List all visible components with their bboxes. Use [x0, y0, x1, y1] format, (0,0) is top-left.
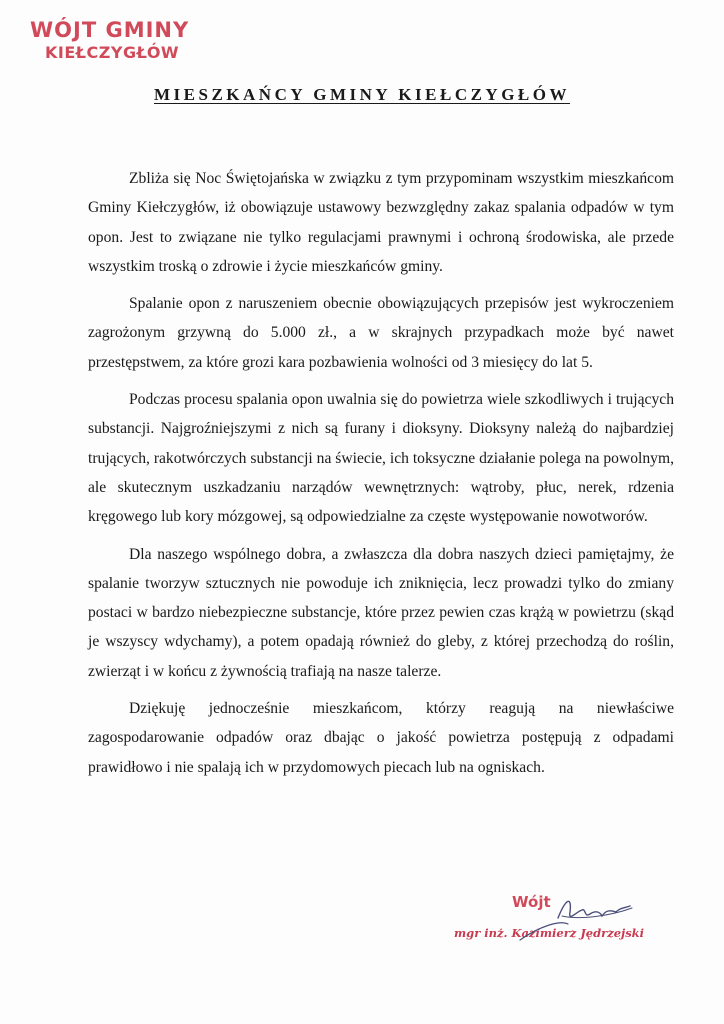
- signature-block: [450, 890, 650, 950]
- document-title: MIESZKAŃCY GMINY KIEŁCZYGŁÓW: [154, 85, 570, 104]
- signature-stamp-name: mgr inż. Kazimierz Jędrzejski: [454, 926, 645, 940]
- document-body: [88, 164, 674, 790]
- paragraph-1: Zbliża się Noc Świętojańska w związku z tym przypominam wszystkim mieszkańcom Gminy Kiełczygłów, iż obowiązuje ustawowy bezwzględny zakaz spalania odpadów w tym opon. Jest to związane nie tylko regulacjami prawnymi i ochroną środowiska, ale przede wszystkim troską o zdrowie i życie mieszkańców gminy.: [88, 170, 674, 275]
- paragraph-4: Dla naszego wspólnego dobra, a zwłaszcza dla dobra naszych dzieci pamiętajmy, że spalanie tworzyw sztucznych nie powoduje ich zniknięcia, lecz prowadzi tylko do zmiany postaci w bardzo niebezpieczne substancje, które przez pewien czas krążą w powietrzu (skąd je wszyscy wdychamy), a potem opadają również do gleby, z której przechodzą do roślin, zwierząt i w końcu z żywnością trafiają na nasze talerze.: [88, 545, 674, 680]
- paragraph-5: Dziękuję jednocześnie mieszkańcom, którzy reagują na niewłaściwe zagospodarowanie odpadów oraz dbając o jakość powietrza postępują z odpadami prawidłowo i nie spalają ich w przydomowych piecach lub na ogniskach.: [88, 700, 674, 776]
- stamp-line-1: WÓJT GMINY: [30, 18, 190, 42]
- handwritten-signature: [450, 890, 650, 950]
- stamp-line-2: KIEŁCZYGŁÓW: [45, 43, 180, 62]
- header-stamp: [30, 20, 189, 61]
- paragraph-3: Podczas procesu spalania opon uwalnia się do powietrza wiele szkodliwych i trujących substancji. Najgroźniejszymi z nich są furany i dioksyny. Dioksyny należą do najbardziej trujących, rakotwórczych substancji na świecie, ich toksyczne działanie polega na powolnym, ale skutecznym uszkadzaniu narządów wewnętrznych: wątroby, płuc, nerek, rdzenia kręgowego lub kory mózgowej, są odpowiedzialne za częste występowanie nowotworów.: [88, 391, 674, 526]
- signature-stamp-label: Wójt: [512, 893, 551, 911]
- paragraph-2: Spalanie opon z naruszeniem obecnie obowiązujących przepisów jest wykroczeniem zagrożonym grzywną do 5.000 zł., a w skrajnych przypadkach może być nawet przestępstwem, za które grozi kara pozbawienia wolności od 3 miesięcy do lat 5.: [88, 295, 674, 371]
